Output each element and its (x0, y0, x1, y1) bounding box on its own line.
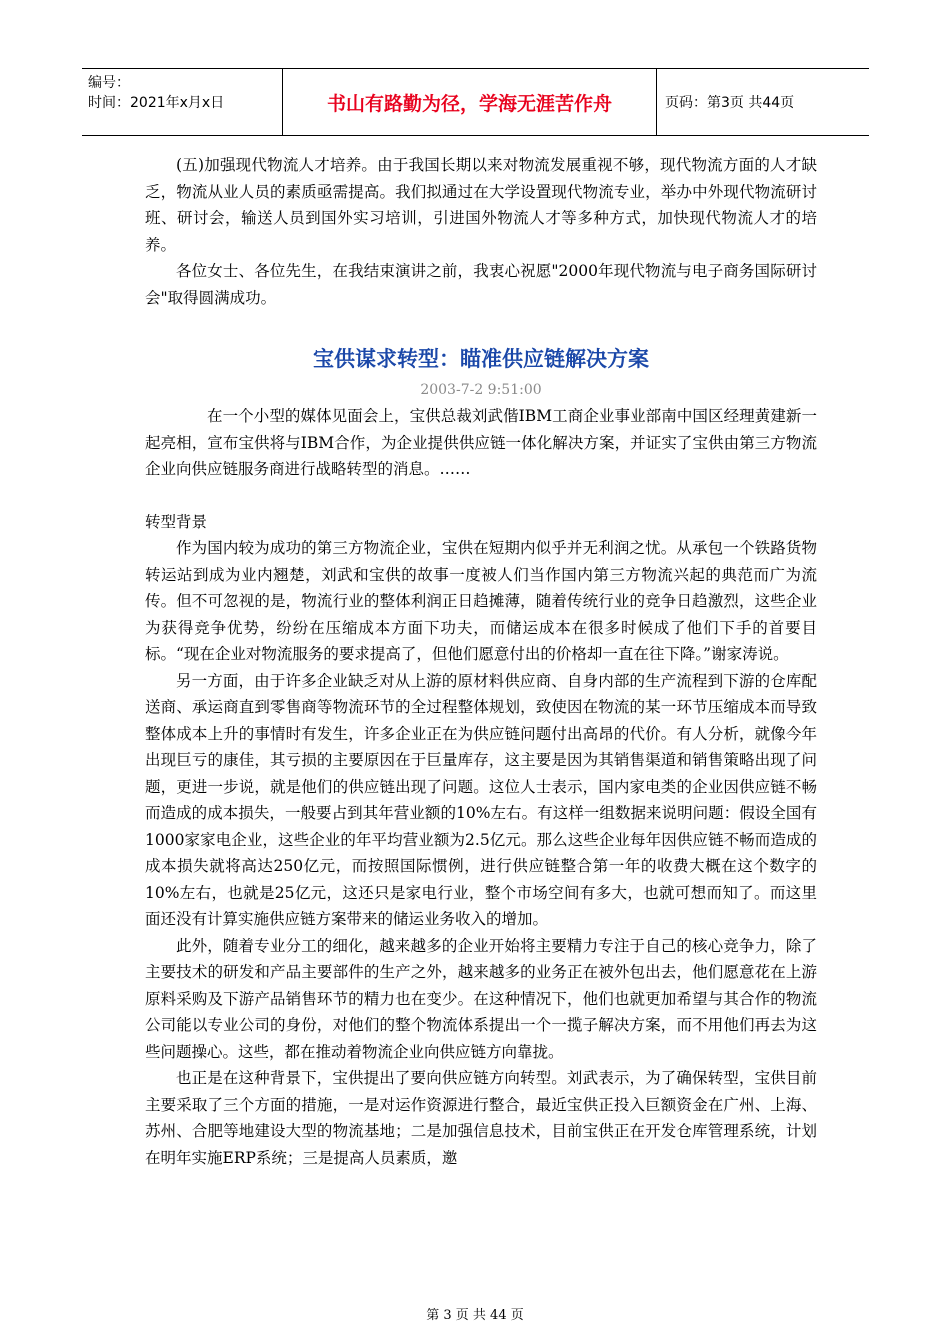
intro-paragraph-1: (五)加强现代物流人才培养。由于我国长期以来对物流发展重视不够，现代物流方面的人才缺乏，物流从业人员的素质亟需提高。我们拟通过在大学设置现代物流专业，举办中外现代物流研讨班、研讨会，输送人员到国外实习培训，引进国外物流人才等多种方式，加快现代物流人才的培养。 (145, 156, 817, 254)
header-page-label: 页码：第3页 共44页 (665, 95, 795, 111)
header-meta (82, 69, 282, 135)
header-motto: 书山有路勤为径，学海无涯苦作舟 (282, 69, 657, 135)
document-header (82, 68, 869, 136)
time-label: 时间：2021年x月x日 (88, 95, 225, 111)
body-paragraph-3: 此外，随着专业分工的细化，越来越多的企业开始将主要精力专注于自己的核心竞争力，除了主要技术的研发和产品主要部件的生产之外，越来越多的业务正在被外包出去，他们愿意花在上游原料采购及下游产品销售环节的精力也在变少。在这种情况下，他们也就更加希望与其合作的物流公司能以专业公司的身份，对他们的整个物流体系提出一个一揽子解决方案，而不用他们再去为这些问题操心。这些，都在推动着物流企业向供应链方向靠拢。 (145, 936, 817, 1061)
spacer (145, 483, 817, 509)
body-paragraph-2: 另一方面，由于许多企业缺乏对从上游的原材料供应商、自身内部的生产流程到下游的仓库配送商、承运商直到零售商等物流环节的全过程整体规划，致使因在物流的某一环节压缩成本而导致整体成本上升的事情时有发生，许多企业正在为供应链问题付出高昂的代价。有人分析，就像今年出现巨亏的康佳，其亏损的主要原因在于巨量库存，这主要是因为其销售渠道和销售策略出现了问题，更进一步说，就是他们的供应链出现了问题。这位人士表示，国内家电类的企业因供应链不畅而造成的成本损失，一般要占到其年营业额的10%左右。有这样一组数据来说明问题：假设全国有1000家家电企业，这些企业的年平均营业额为2.5亿元。那么这些企业每年因供应链不畅而造成的成本损失就将高达250亿元，而按照国际惯例，进行供应链整合第一年的收费大概在这个数字的10%左右，也就是25亿元，这还只是家电行业，整个市场空间有多大，也就可想而知了。而这里面还没有计算实施供应链方案带来的储运业务收入的增加。 (145, 671, 817, 928)
document-body (145, 152, 817, 1171)
number-label: 编号： (88, 75, 130, 91)
article-lead: 在一个小型的媒体见面会上，宝供总裁刘武偕IBM工商企业事业部南中国区经理黄建新一起亮相，宣布宝供将与IBM合作，为企业提供供应链一体化解决方案，并证实了宝供由第三方物流企业向供应链服务商进行战略转型的消息。…… (145, 407, 817, 478)
article-title: 宝供谋求转型：瞄准供应链解决方案 (313, 347, 649, 371)
body-paragraph-1: 作为国内较为成功的第三方物流企业，宝供在短期内似乎并无利润之忧。从承包一个铁路货物转运站到成为业内翘楚，刘武和宝供的故事一度被人们当作国内第三方物流兴起的典范而广为流传。但不可忽视的是，物流行业的整体利润正日趋摊薄，随着传统行业的竞争日趋激烈，这些企业为获得竞争优势，纷纷在压缩成本方面下功夫，而储运成本在很多时候成了他们下手的首要目标。“现在企业对物流服务的要求提高了，但他们愿意付出的价格却一直在往下降。”谢家涛说。 (145, 539, 817, 663)
body-paragraph-4: 也正是在这种背景下，宝供提出了要向供应链方向转型。刘武表示，为了确保转型，宝供目前主要采取了三个方面的措施，一是对运作资源进行整合，最近宝供正投入巨额资金在广州、上海、苏州、合肥等地建设大型的物流基地；二是加强信息技术，目前宝供正在开发仓库管理系统，计划在明年实施ERP系统；三是提高人员素质，邀 (145, 1069, 817, 1167)
article-date: 2003-7-2 9:51:00 (420, 382, 542, 398)
intro-paragraph-2: 各位女士、各位先生，在我结束演讲之前，我衷心祝愿"2000年现代物流与电子商务国际研讨会"取得圆满成功。 (145, 262, 817, 307)
page-footer: 第 3 页 共 44 页 (426, 1308, 524, 1323)
section-heading: 转型背景 (145, 512, 208, 531)
